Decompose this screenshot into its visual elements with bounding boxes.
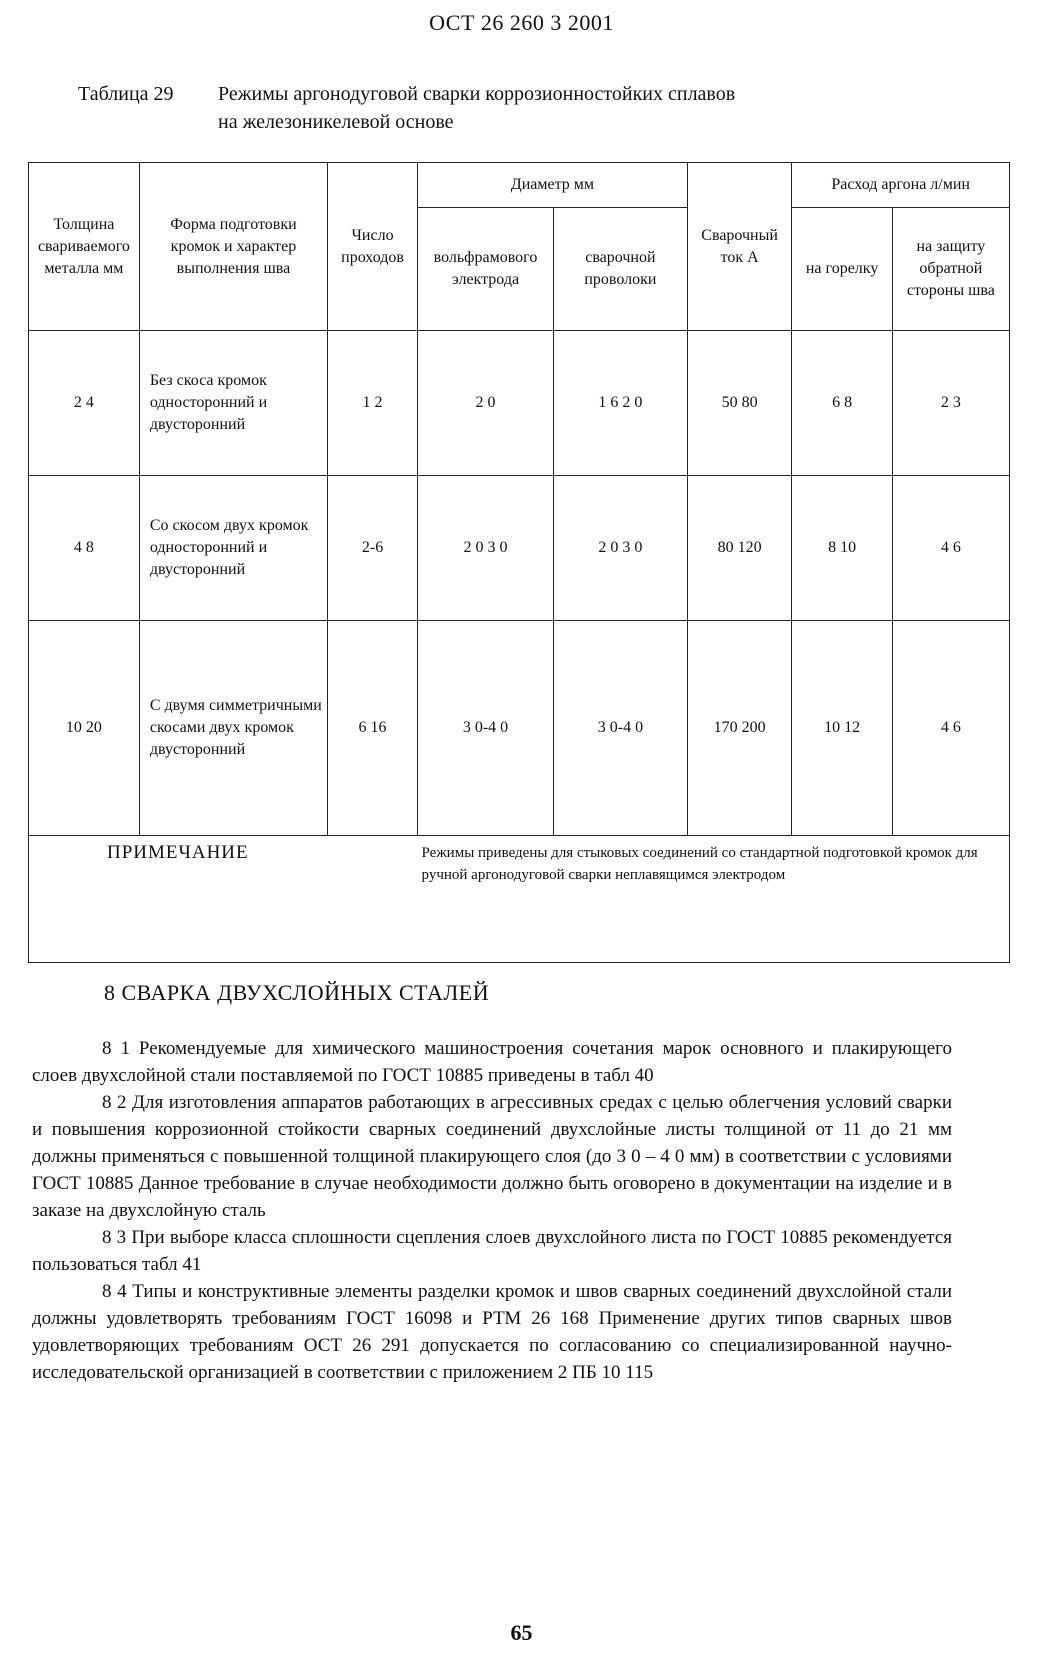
header-form: Форма подготовки кромок и характер выполнения шва [139, 163, 327, 331]
cell-torch: 8 10 [792, 476, 892, 621]
header-torch: на горелку [792, 208, 892, 331]
note-label: ПРИМЕЧАНИЕ [29, 836, 418, 963]
table-title-line1: Режимы аргонодуговой сварки коррозионностойких сплавов [218, 83, 736, 105]
cell-form: Со скосом двух кромок односторонний и двусторонний [139, 476, 327, 621]
cell-tungsten: 3 0-4 0 [418, 621, 554, 836]
paragraph-8-1: 8 1 Рекомендуемые для химического машиностроения сочетания марок основного и плакирующего слоев двухслойной стали поставляемой по ГОСТ 10885 приведены в табл 40 [32, 1038, 952, 1086]
cell-form: Без скоса кромок односторонний и двусторонний [139, 331, 327, 476]
table-row [29, 331, 1010, 476]
body-text [32, 1035, 952, 1386]
paragraph-8-4: 8 4 Типы и конструктивные элементы разделки кромок и швов сварных соединений двухслойной стали должны удовлетворять требованиям ГОСТ 16098 и РТМ 26 168 Применение других типов сварных швов удовлетворяющих требованиям ОСТ 26 291 допускается по согласованию со специализированной научно-исследовательской организацией в соответствии с приложением 2 ПБ 10 115 [32, 1281, 952, 1383]
cell-torch: 6 8 [792, 331, 892, 476]
cell-current: 50 80 [687, 331, 792, 476]
table-row [29, 621, 1010, 836]
cell-back: 2 3 [892, 331, 1009, 476]
cell-wire: 2 0 3 0 [553, 476, 687, 621]
note-text: Режимы приведены для стыковых соединений со стандартной подготовкой кромок для ручной аргонодуговой сварки неплавящимся электродом [418, 836, 1010, 963]
section-heading: 8 СВАРКА ДВУХСЛОЙНЫХ СТАЛЕЙ [104, 980, 490, 1005]
cell-wire: 1 6 2 0 [553, 331, 687, 476]
cell-passes: 2-6 [328, 476, 418, 621]
header-wire: сварочной проволоки [553, 208, 687, 331]
paragraph-8-2: 8 2 Для изготовления аппаратов работающих в агрессивных средах с целью облегчения условий сварки и повышения коррозионной стойкости сварных соединений двухслойные листы толщиной от 11 до 21 мм должны применяться с повышенной толщиной плакирующего слоя (до 3 0 – 4 0 мм) в соответствии с условиями ГОСТ 10885 Данное требование в случае необходимости должно быть оговорено в документации на изделие и в заказе на двухслойную сталь [32, 1092, 952, 1221]
header-current: Сварочный ток А [687, 163, 792, 331]
cell-passes: 1 2 [328, 331, 418, 476]
table-caption [78, 80, 735, 136]
table-title-line2: на железоникелевой основе [218, 111, 454, 133]
table-row [29, 476, 1010, 621]
paragraph-8-3: 8 3 При выборе класса сплошности сцепления слоев двухслойного листа по ГОСТ 10885 рекомендуется пользоваться табл 41 [32, 1227, 952, 1275]
table-note-row [29, 836, 1010, 963]
cell-torch: 10 12 [792, 621, 892, 836]
table-label: Таблица 29 [78, 83, 174, 105]
cell-thickness: 10 20 [29, 621, 140, 836]
cell-back: 4 6 [892, 621, 1009, 836]
document-header: ОСТ 26 260 3 2001 [429, 10, 614, 35]
cell-form: С двумя симметричными скосами двух кромок двусторонний [139, 621, 327, 836]
header-argon: Расход аргона л/мин [792, 163, 1010, 208]
cell-wire: 3 0-4 0 [553, 621, 687, 836]
cell-current: 170 200 [687, 621, 792, 836]
cell-current: 80 120 [687, 476, 792, 621]
page-number: 65 [510, 1620, 533, 1645]
cell-tungsten: 2 0 3 0 [418, 476, 554, 621]
header-back: на защиту обратной стороны шва [892, 208, 1009, 331]
header-thickness: Толщина свариваемого металла мм [29, 163, 140, 331]
cell-passes: 6 16 [328, 621, 418, 836]
cell-thickness: 4 8 [29, 476, 140, 621]
welding-modes-table [28, 162, 1010, 963]
header-tungsten: вольфрамового электрода [418, 208, 554, 331]
header-passes: Число проходов [328, 163, 418, 331]
cell-back: 4 6 [892, 476, 1009, 621]
cell-thickness: 2 4 [29, 331, 140, 476]
cell-tungsten: 2 0 [418, 331, 554, 476]
header-diameter: Диаметр мм [418, 163, 688, 208]
